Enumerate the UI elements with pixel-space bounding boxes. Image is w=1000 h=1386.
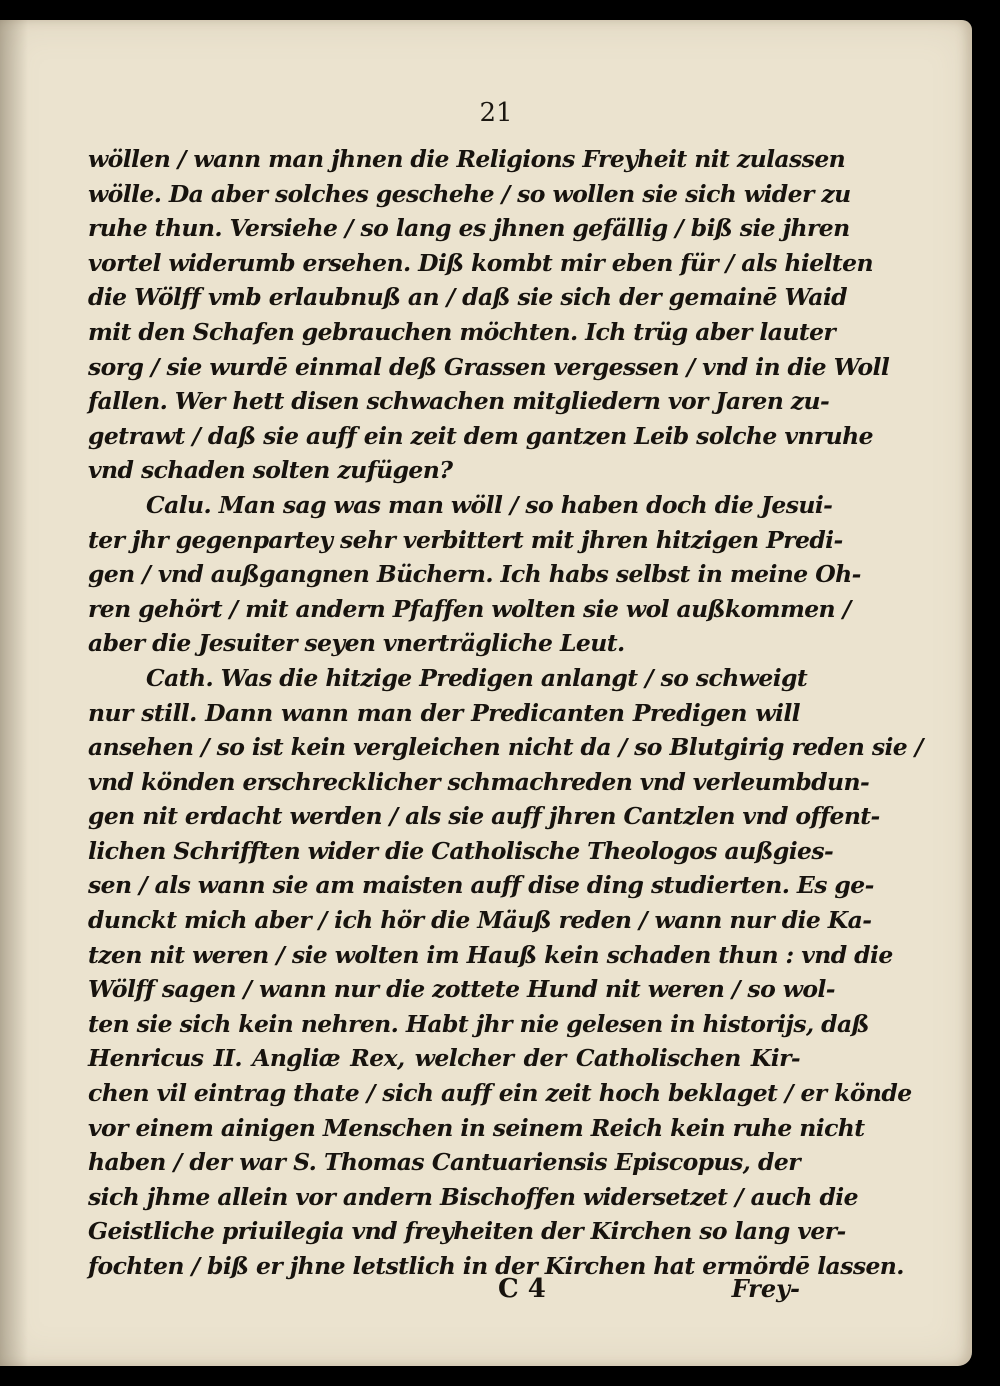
signature-mark: C 4 [498, 1274, 546, 1304]
text-line-12: ter jhr gegenpartey sehr verbittert mit jhren hitzigen Predi- [88, 525, 843, 554]
page-number: 21 [479, 98, 513, 128]
text-line-32: Geistliche priuilegia vnd freyheiten der Kirchen so lang ver- [88, 1217, 846, 1246]
text-line-21: lichen Schrifften wider die Catholische Theologos außgies- [88, 836, 834, 865]
text-line-7: sorg / sie wurdē einmal deß Grassen vergessen / vnd in die Woll [88, 352, 890, 381]
text-line-30: haben / der war S. Thomas Cantuariensis Episcopus, der [88, 1148, 800, 1177]
text-line-18: ansehen / so ist kein vergleichen nicht da / so Blutgirig reden sie / [88, 733, 923, 762]
text-line-14: ren gehört / mit andern Pfaffen wolten sie wol außkommen / [88, 594, 851, 623]
text-line-4: vortel widerumb ersehen. Diß kombt mir eben für / als hielten [88, 248, 873, 277]
text-line-19: vnd könden erschrecklicher schmachreden vnd verleumbdun- [88, 767, 870, 796]
spine-shadow [0, 20, 28, 1366]
text-line-6: mit den Schafen gebrauchen möchten. Ich trüg aber lauter [88, 317, 836, 346]
text-line-26: ten sie sich kein nehren. Habt jhr nie gelesen in historijs, daß [88, 1009, 869, 1038]
text-line-22: sen / als wann sie am maisten auff dise ding studierten. Es ge- [88, 871, 874, 900]
text-line-15: aber die Jesuiter seyen vnerträgliche Leut. [88, 629, 625, 658]
text-line-16: Cath. Was die hitzige Predigen anlangt / so schweigt [146, 663, 808, 692]
book-page [0, 20, 972, 1366]
text-line-20: gen nit erdacht werden / als sie auff jhren Cantzlen vnd offent- [88, 802, 880, 831]
text-line-1: wöllen / wann man jhnen die Religions Freyheit nit zulassen [88, 145, 846, 173]
text-line-13: gen / vnd außgangnen Büchern. Ich habs selbst in meine Oh- [88, 560, 861, 589]
text-line-2: wölle. Da aber solches geschehe / so wollen sie sich wider zu [88, 179, 851, 208]
text-line-3: ruhe thun. Versiehe / so lang es jhnen gefällig / biß sie jhren [88, 214, 850, 243]
text-line-31: sich jhme allein vor andern Bischoffen widersetzet / auch die [88, 1182, 858, 1211]
text-line-8: fallen. Wer hett disen schwachen mitgliedern vor Jaren zu- [88, 387, 830, 416]
text-line-10: vnd schaden solten zufügen? [88, 456, 453, 485]
text-line-23: dunckt mich aber / ich hör die Mäuß reden / wann nur die Ka- [88, 906, 872, 935]
text-line-9: getrawt / daß sie auff ein zeit dem gantzen Leib solche vnruhe [88, 421, 873, 450]
text-line-5: die Wölff vmb erlaubnuß an / daß sie sich der gemainē Waid [88, 283, 847, 312]
text-line-17: nur still. Dann wann man der Predicanten Predigen will [88, 698, 800, 727]
page-footer [88, 1274, 800, 1314]
text-line-28: chen vil eintrag thate / sich auff ein zeit hoch beklaget / er könde [88, 1079, 912, 1108]
catchword: Frey- [731, 1274, 800, 1303]
text-line-29: vor einem ainigen Menschen in seinem Reich kein ruhe nicht [88, 1113, 865, 1142]
body-text [88, 142, 923, 1284]
text-line-11: Calu. Man sag was man wöll / so haben doch die Jesui- [146, 490, 833, 519]
text-line-25: Wölff sagen / wann nur die zottete Hund nit weren / so wol- [88, 975, 835, 1004]
text-line-27: Henricus II. Angliæ Rex, welcher der Catholischen Kir- [88, 1044, 800, 1073]
text-line-33: fochten / biß er jhne letstlich in der Kirchen hat ermördē lassen. [88, 1252, 904, 1280]
text-line-24: tzen nit weren / sie wolten im Hauß kein schaden thun : vnd die [88, 940, 893, 969]
